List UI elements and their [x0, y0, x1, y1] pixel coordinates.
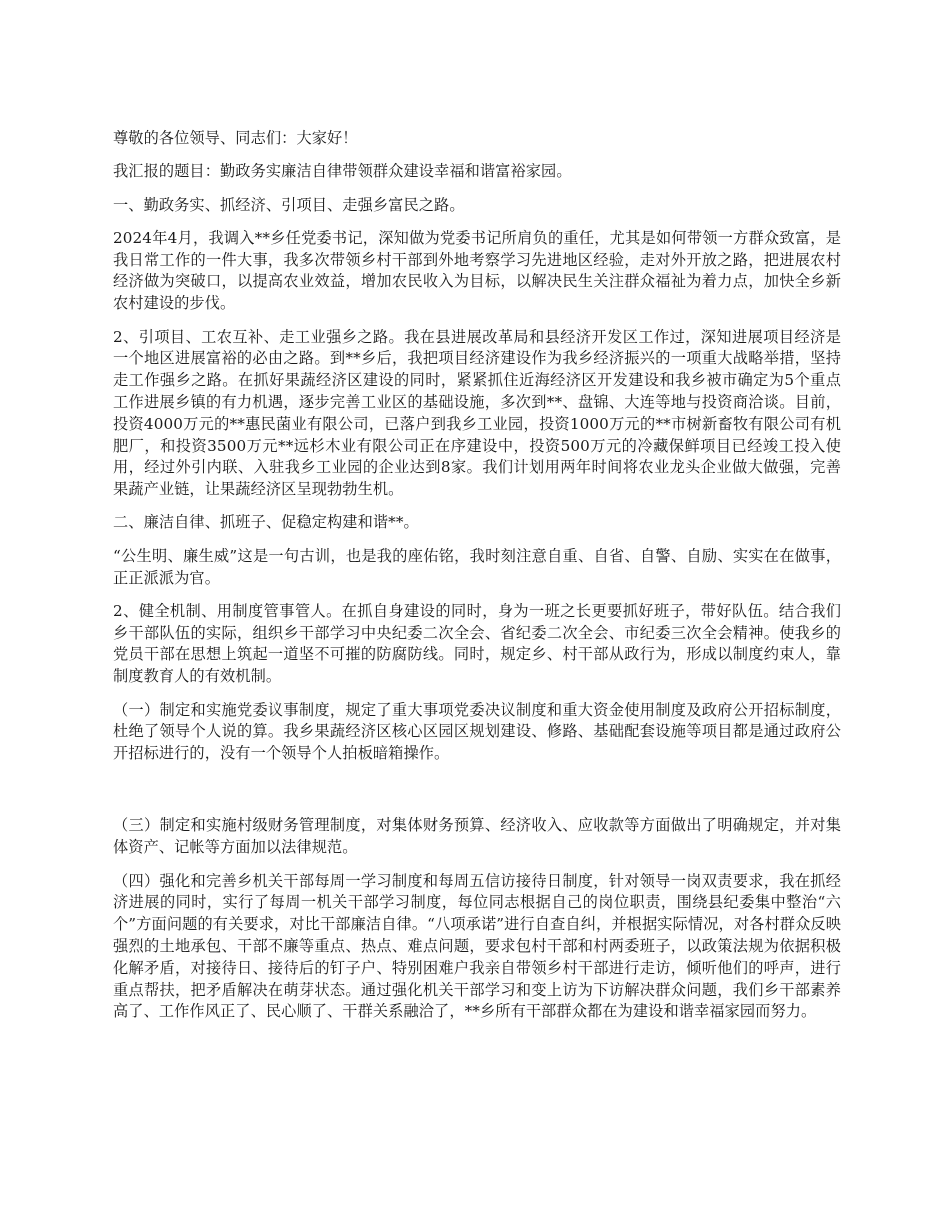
document-page: [113, 128, 841, 1035]
blank-gap: [113, 776, 841, 815]
salutation: 尊敬的各位领导、同志们：大家好！: [113, 129, 358, 147]
paragraph-mechanism: 2、健全机制、用制度管事管人。在抓自身建设的同时，身为一班之长更要抓好班子，带好队伍。结合我们乡干部队伍的实际，组织乡干部学习中央纪委二次全会、省纪委二次全会、市纪委三次全会精神。使我乡的党员干部在思想上筑起一道坚不可摧的防腐防线。同时，规定乡、村干部从政行为，形成以制度约束人，靠制度教育人的有效机制。: [113, 601, 841, 686]
paragraph-motto: “公生明、廉生威”这是一句古训，也是我的座佑铭，我时刻注意自重、自省、自警、自励、实实在在做事，正正派派为官。: [113, 546, 841, 587]
report-title: 我汇报的题目：勤政务实廉洁自律带领群众建设幸福和谐富裕家园。: [113, 162, 572, 181]
paragraph-industry-projects: 2、引项目、工农互补、走工业强乡之路。我在县进展改革局和县经济开发区工作过，深知进展项目经济是一个地区进展富裕的必由之路。到**乡后，我把项目经济建设作为我乡经济振兴的一项重大战略举措，坚持走工作强乡之路。在抓好果蔬经济区建设的同时，紧紧抓住近海经济区开发建设和我乡被市确定为5个重点工作进展乡镇的有力机遇，逐步完善工业区的基础设施，多次到**、盘锦、大连等地与投资商洽谈。目前，投资4000万元的**惠民菌业有限公司，已落户到我乡工业园，投资1000万元的**市树新畜牧有限公司有机肥厂，和投资3500万元**远杉木业有限公司正在序建设中，投资500万元的冷藏保鲜项目已经竣工投入使用，经过外引内联、入驻我乡工业园的企业达到8家。我们计划用两年时间将农业龙头企业做大做强，完善果蔬产业链，让果蔬经济区呈现勃勃生机。: [113, 327, 841, 499]
section-heading-two: 二、廉洁自律、抓班子、促稳定构建和谐**。: [113, 513, 419, 532]
paragraph-economy-intro: 2024年4月，我调入**乡任党委书记，深知做为党委书记所肩负的重任，尤其是如何带领一方群众致富，是我日常工作的一件大事，我多次带领乡村干部到外地考察学习先进地区经验，走对外开放之路，把进展农村经济做为突破口，以提高农业效益，增加农民收入为目标，以解决民生关注群众福祉为着力点，加快全乡新农村建设的步伐。: [113, 228, 841, 313]
section-heading-one: 一、勤政务实、抓经济、引项目、走强乡富民之路。: [113, 195, 465, 214]
paragraph-item-four: （四）强化和完善乡机关干部每周一学习制度和每周五信访接待日制度，针对领导一岗双责要求，我在抓经济进展的同时，实行了每周一机关干部学习制度，每位同志根据自己的岗位职责，围绕县纪委集中整治“六个”方面问题的有关要求，对比干部廉洁自律。“八项承诺”进行自查自纠，并根据实际情况，对各村群众反映强烈的土地承包、干部不廉等重点、热点、难点问题，要求包村干部和村两委班子，以政策法规为依据积极化解矛盾，对接待日、接待后的钉子户、特别困难户我亲自带领乡村干部进行走访，倾听他们的呼声，进行重点帮扶，把矛盾解决在萌芽状态。通过强化机关干部学习和变上访为下访解决群众问题，我们乡干部素养高了、工作作风正了、民心顺了、干群关系融洽了，**乡所有干部群众都在为建设和谐幸福家园而努力。: [113, 871, 841, 1021]
paragraph-item-three: （三）制定和实施村级财务管理制度，对集体财务预算、经济收入、应收款等方面做出了明确规定，并对集体资产、记帐等方面加以法律规范。: [113, 816, 841, 857]
paragraph-item-one: （一）制定和实施党委议事制度，规定了重大事项党委决议制度和重大资金使用制度及政府公开招标制度，杜绝了领导个人说的算。我乡果蔬经济区核心区园区规划建设、修路、基础配套设施等项目都是通过政府公开招标进行的，没有一个领导个人拍板暗箱操作。: [113, 700, 841, 763]
